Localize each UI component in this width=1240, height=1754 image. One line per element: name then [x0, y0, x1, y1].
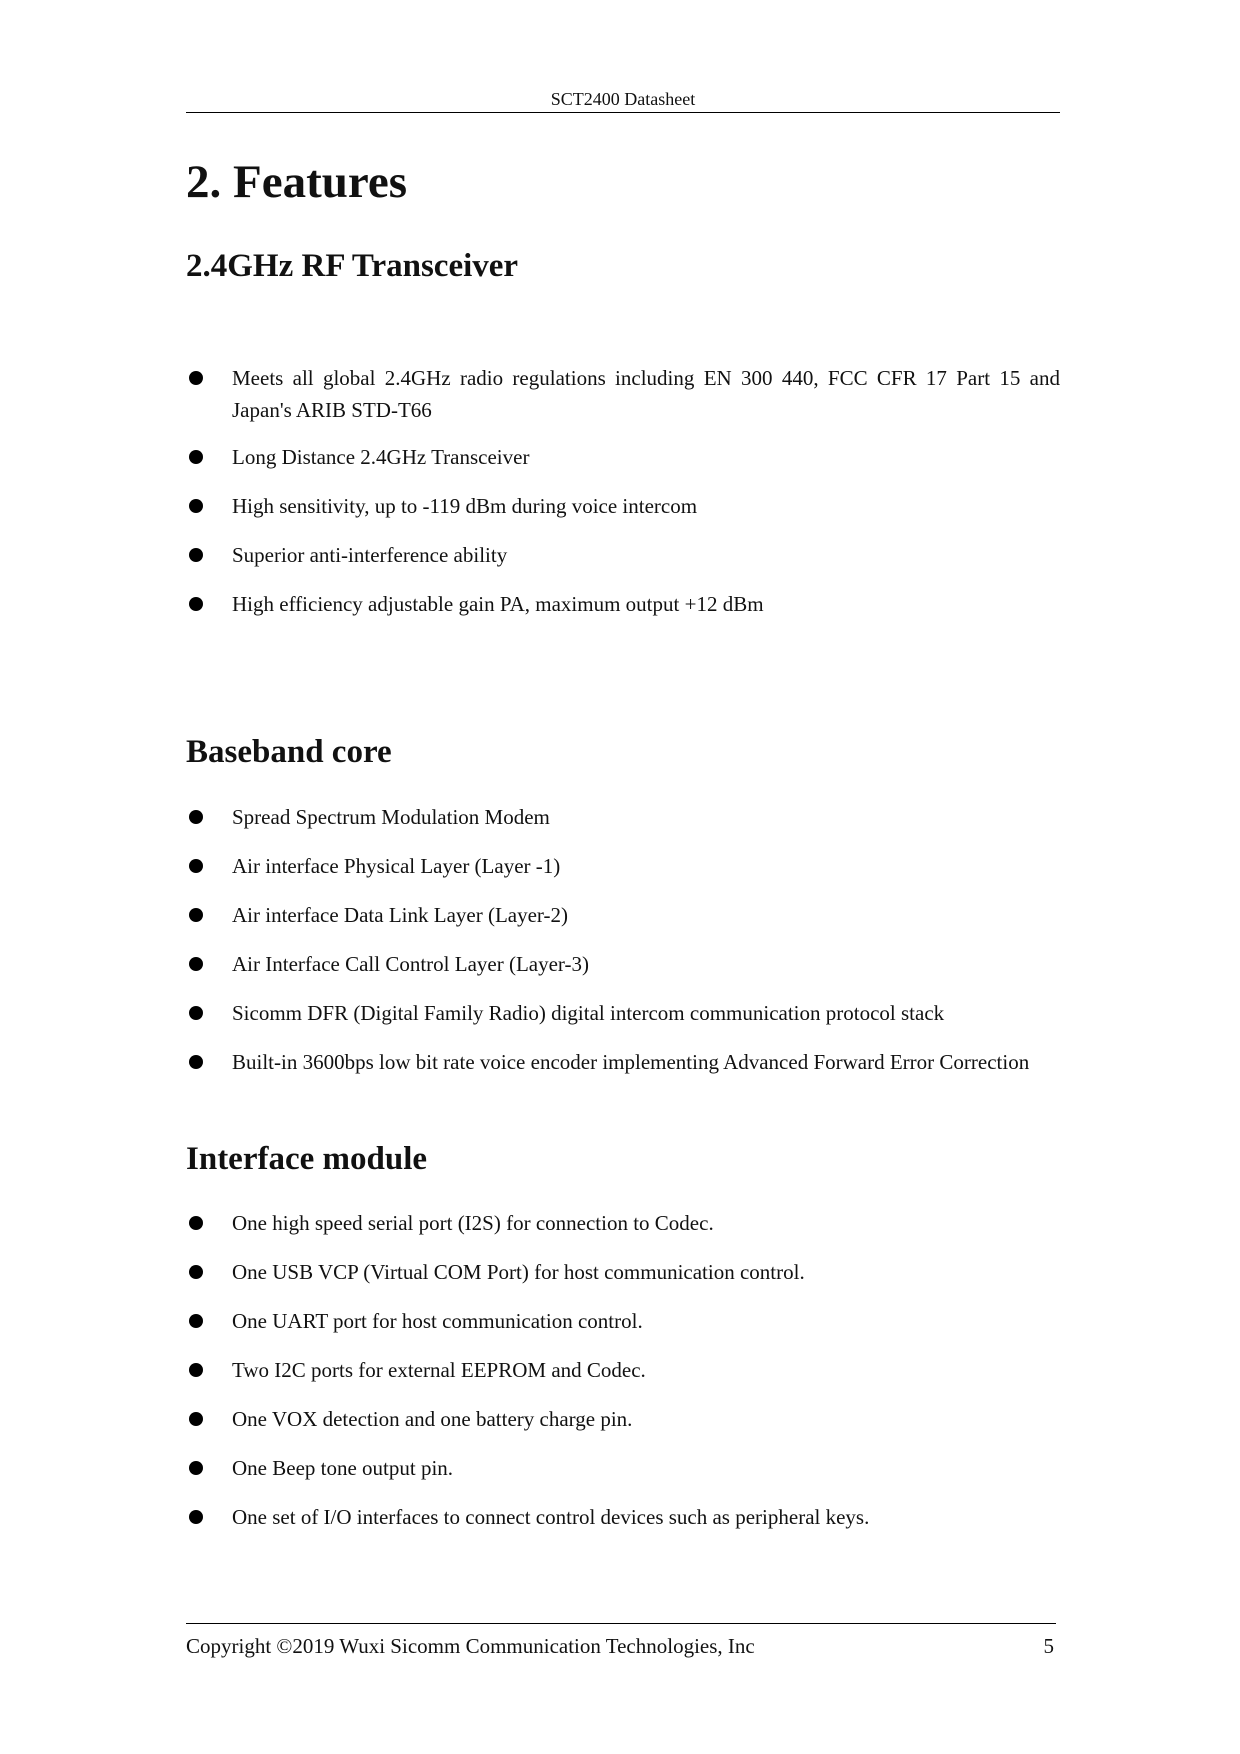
list-item: Spread Spectrum Modulation Modem: [186, 801, 1060, 833]
list-item: Meets all global 2.4GHz radio regulations including EN 300 440, FCC CFR 17 Part 15 and Japan's ARIB STD-T66: [186, 362, 1060, 426]
list-item: Air interface Data Link Layer (Layer-2): [186, 899, 1060, 931]
bullet-dot-icon: [189, 859, 203, 873]
bullet-dot-icon: [189, 1006, 203, 1020]
section-title-baseband-core: Baseband core: [186, 734, 392, 770]
list-item: One USB VCP (Virtual COM Port) for host communication control.: [186, 1256, 1060, 1288]
section-title-rf-transceiver: 2.4GHz RF Transceiver: [186, 248, 519, 284]
list-item: Built-in 3600bps low bit rate voice encoder implementing Advanced Forward Error Correction: [186, 1046, 1032, 1078]
list-item: High efficiency adjustable gain PA, maximum output +12 dBm: [186, 588, 1060, 620]
bullet-dot-icon: [189, 371, 203, 385]
list-item: Air interface Physical Layer (Layer -1): [186, 850, 1060, 882]
list-item: One Beep tone output pin.: [186, 1452, 1060, 1484]
list-item: Two I2C ports for external EEPROM and Codec.: [186, 1354, 1060, 1386]
list-item: One high speed serial port (I2S) for connection to Codec.: [186, 1207, 1060, 1239]
interface-module-list: [186, 1207, 1060, 1550]
section-title-interface-module: Interface module: [186, 1141, 428, 1177]
list-item: One VOX detection and one battery charge pin.: [186, 1403, 1060, 1435]
baseband-core-list: [186, 801, 1060, 1095]
list-item: Air Interface Call Control Layer (Layer-3): [186, 948, 1060, 980]
footer-copyright: Copyright ©2019 Wuxi Sicomm Communication Technologies, Inc: [186, 1634, 755, 1658]
bullet-dot-icon: [189, 499, 203, 513]
page-number: 5: [1043, 1634, 1054, 1658]
list-item: Superior anti-interference ability: [186, 539, 1060, 571]
header-divider: [186, 112, 1060, 113]
rf-transceiver-list: [186, 362, 1060, 637]
list-item: One set of I/O interfaces to connect control devices such as peripheral keys.: [186, 1501, 1060, 1533]
bullet-dot-icon: [189, 1363, 203, 1377]
bullet-dot-icon: [189, 1265, 203, 1279]
bullet-dot-icon: [189, 957, 203, 971]
bullet-dot-icon: [189, 548, 203, 562]
list-item: Sicomm DFR (Digital Family Radio) digital intercom communication protocol stack: [186, 997, 1060, 1029]
list-item: One UART port for host communication control.: [186, 1305, 1060, 1337]
bullet-dot-icon: [189, 1412, 203, 1426]
bullet-dot-icon: [189, 1461, 203, 1475]
chapter-title: 2. Features: [186, 156, 408, 208]
bullet-dot-icon: [189, 1510, 203, 1524]
bullet-dot-icon: [189, 810, 203, 824]
bullet-dot-icon: [189, 450, 203, 464]
list-item: Long Distance 2.4GHz Transceiver: [186, 441, 1060, 473]
bullet-dot-icon: [189, 1055, 203, 1069]
bullet-dot-icon: [189, 597, 203, 611]
list-item: High sensitivity, up to -119 dBm during voice intercom: [186, 490, 1060, 522]
bullet-dot-icon: [189, 908, 203, 922]
bullet-dot-icon: [189, 1216, 203, 1230]
bullet-dot-icon: [189, 1314, 203, 1328]
page-header-title: SCT2400 Datasheet: [550, 89, 696, 109]
footer-divider: [186, 1623, 1056, 1624]
